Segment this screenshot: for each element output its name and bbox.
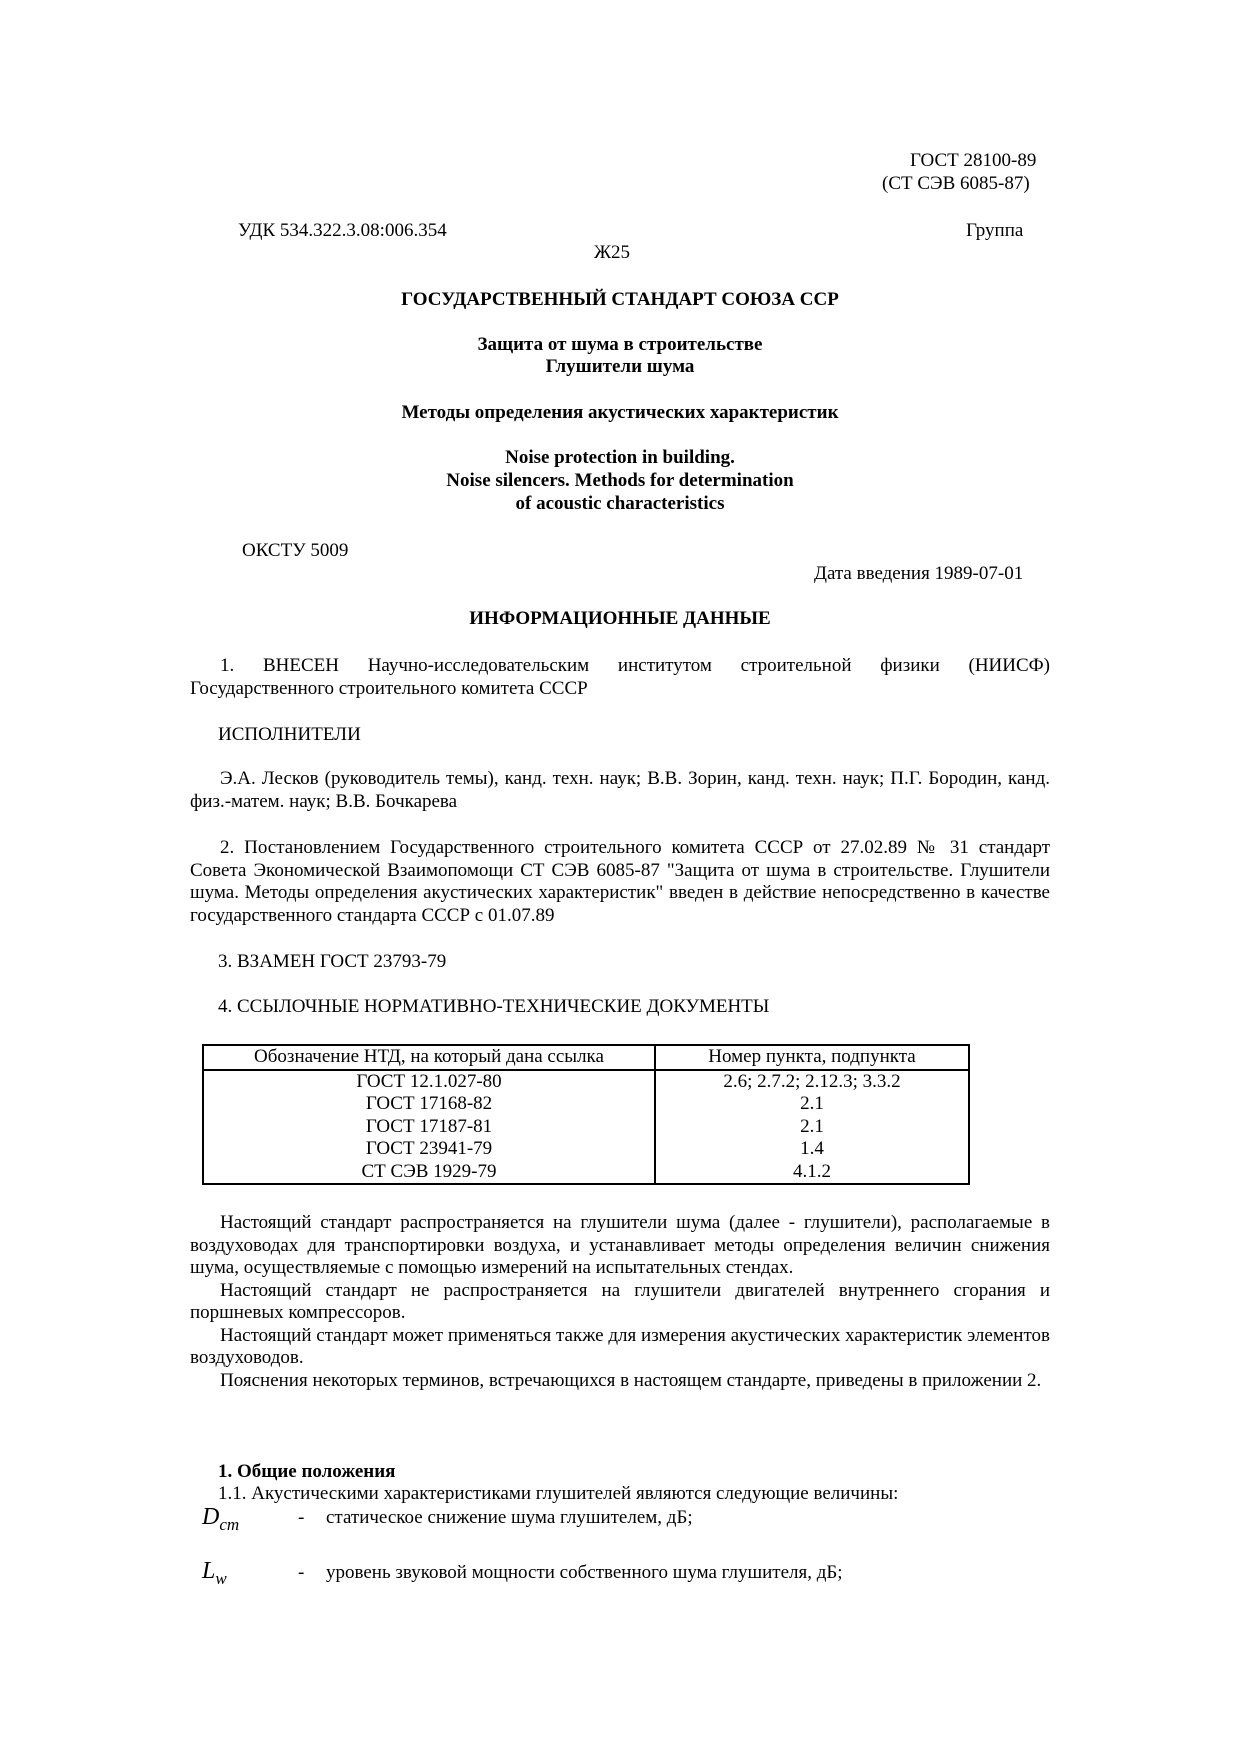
table-row	[203, 1138, 969, 1161]
section-1-1-text: 1.1. Акустическими характеристиками глушителей являются следующие величины:	[218, 1483, 899, 1504]
okstu-code: ОКСТУ 5009	[242, 540, 349, 561]
definition-d-st: статическое снижение шума глушителем, дБ;	[326, 1507, 693, 1528]
scope-paragraph-1: Настоящий стандарт распространяется на глушители шума (далее - глушители), располагаемые в воздуховодах для транспортировки воздуха, и устанавливает методы определения величин снижения шума, осуществляемые с помощью измерений на испытательных стендах.	[190, 1212, 1050, 1278]
info-heading: ИНФОРМАЦИОННЫЕ ДАННЫЕ	[469, 608, 771, 629]
title-ru-methods: Методы определения акустических характеристик	[401, 402, 839, 423]
st-sev-number: (СТ СЭВ 6085-87)	[882, 173, 1030, 194]
table-header-document: Обозначение НТД, на который дана ссылка	[203, 1045, 655, 1070]
table-row	[203, 1116, 969, 1139]
table-header-clause: Номер пункта, подпункта	[655, 1045, 969, 1070]
table-cell-clause: 2.6; 2.7.2; 2.12.3; 3.3.2	[655, 1070, 969, 1094]
title-en-line1: Noise protection in building.	[505, 447, 735, 468]
scope-paragraph-4: Пояснения некоторых терминов, встречающихся в настоящем стандарте, приведены в приложении 2.	[220, 1369, 1042, 1391]
table-row	[203, 1070, 969, 1094]
section-1-heading: 1. Общие положения	[218, 1461, 396, 1482]
info-item-4: 4. ССЫЛОЧНЫЕ НОРМАТИВНО-ТЕХНИЧЕСКИЕ ДОКУМЕНТЫ	[218, 996, 770, 1017]
symbol-d-st	[202, 1506, 239, 1536]
info-item-2: 2. Постановлением Государственного строительного комитета СССР от 27.02.89 № 31 стандарт Совета Экономической Взаимопомощи СТ СЭВ 6085-87 "Защита от шума в строительстве. Глушители шума. Методы определения акустических характеристик" введен в действие непосредственно в качестве государственного стандарта СССР с 01.07.89	[190, 837, 1050, 926]
table-cell-clause: 2.1	[655, 1116, 969, 1139]
table-cell-document: ГОСТ 17187-81	[203, 1116, 655, 1139]
table-cell-document: СТ СЭВ 1929-79	[203, 1161, 655, 1185]
state-standard-title: ГОСУДАРСТВЕННЫЙ СТАНДАРТ СОЮЗА ССР	[401, 289, 839, 310]
table-row	[203, 1161, 969, 1185]
gost-number: ГОСТ 28100-89	[910, 150, 1037, 171]
info-item-3: 3. ВЗАМЕН ГОСТ 23793-79	[218, 951, 447, 972]
group-label: Группа	[966, 220, 1024, 241]
table-cell-clause: 4.1.2	[655, 1161, 969, 1185]
title-en-line2: Noise silencers. Methods for determination	[446, 470, 794, 491]
symbol-subscript: w	[215, 1568, 227, 1588]
title-en-line3: of acoustic characteristics	[515, 493, 725, 514]
title-ru-line1: Защита от шума в строительстве	[477, 334, 763, 355]
table-row	[203, 1093, 969, 1116]
title-ru-line2: Глушители шума	[545, 356, 695, 377]
symbol-letter: D	[202, 1504, 220, 1530]
definition-dash: -	[298, 1507, 305, 1528]
performers-list: Э.А. Лесков (руководитель темы), канд. техн. наук; В.В. Зорин, канд. техн. наук; П.Г. Бородин, канд. физ.-матем. наук; В.В. Бочкарева	[190, 768, 1050, 812]
scope-paragraph-2: Настоящий стандарт не распространяется на глушители двигателей внутреннего сгорания и поршневых компрессоров.	[190, 1279, 1050, 1323]
info-item-1: 1. ВНЕСЕН Научно-исследовательским институтом строительной физики (НИИСФ) Государственного строительного комитета СССР	[190, 655, 1050, 699]
symbol-letter: L	[202, 1558, 216, 1584]
udk-code: УДК 534.322.3.08:006.354	[238, 220, 447, 241]
table-cell-document: ГОСТ 23941-79	[203, 1138, 655, 1161]
table-cell-document: ГОСТ 17168-82	[203, 1093, 655, 1116]
performers-heading: ИСПОЛНИТЕЛИ	[218, 724, 361, 745]
definition-dash: -	[298, 1562, 305, 1583]
reference-documents-table	[202, 1044, 970, 1185]
table-cell-clause: 2.1	[655, 1093, 969, 1116]
scope-paragraph-3: Настоящий стандарт может применяться также для измерения акустических характеристик элементов воздуховодов.	[190, 1324, 1050, 1368]
scope-section	[190, 1212, 1050, 1392]
group-code: Ж25	[594, 242, 631, 263]
introduction-date: Дата введения 1989-07-01	[814, 563, 1024, 584]
definition-l-w: уровень звуковой мощности собственного шума глушителя, дБ;	[326, 1562, 843, 1583]
table-cell-document: ГОСТ 12.1.027-80	[203, 1070, 655, 1094]
symbol-l-w	[202, 1560, 227, 1590]
symbol-subscript: ст	[219, 1514, 240, 1534]
table-header-row	[203, 1045, 969, 1070]
table-cell-clause: 1.4	[655, 1138, 969, 1161]
